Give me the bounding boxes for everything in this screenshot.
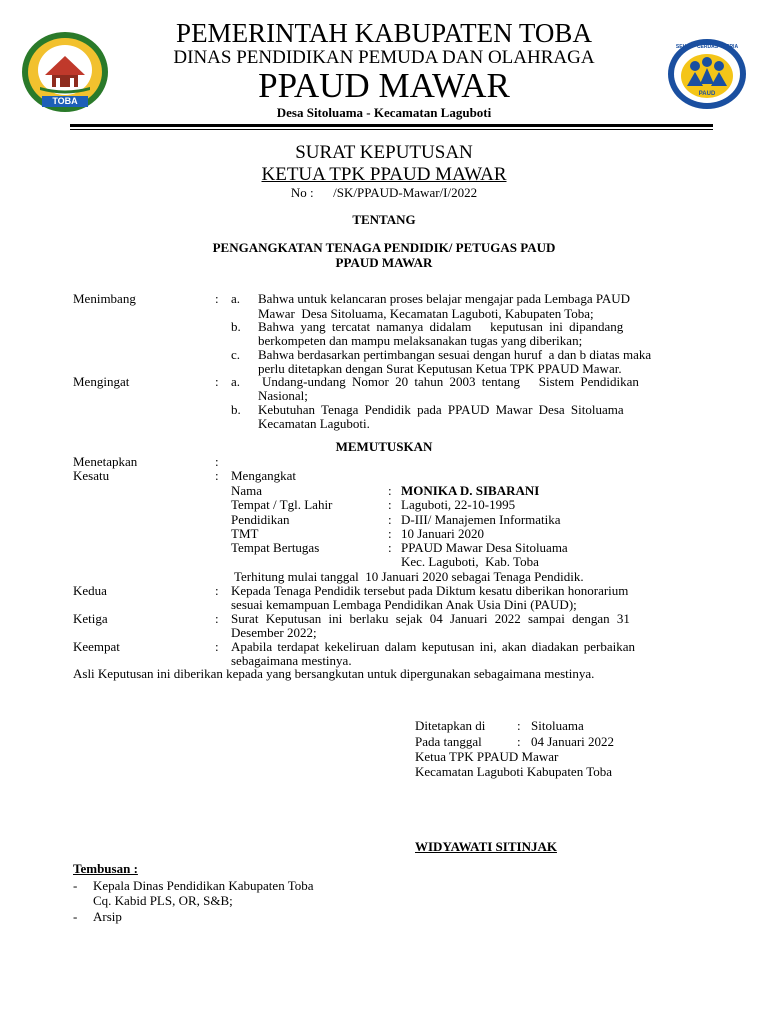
- field-value-address-2: Kec. Laguboti, Kab. Toba: [401, 554, 539, 569]
- kesatu-label: Kesatu: [73, 468, 110, 483]
- mengingat-a-line-1: Undang-undang Nomor 20 tahun 2003 tentang Sistem Pendidikan: [262, 374, 639, 389]
- header-government: PEMERINTAH KABUPATEN TOBA: [176, 18, 592, 48]
- document-title: SURAT KEPUTUSAN: [295, 142, 473, 163]
- menimbang-b-line-1: Bahwa yang tercatat namanya didalam keputusan ini dipandang: [258, 319, 624, 334]
- field-colon-nama: :: [388, 483, 392, 498]
- field-value-pendidikan: D-III/ Manajemen Informatika: [401, 512, 561, 527]
- ketiga-line-1: Surat Keputusan ini berlaku sejak 04 Januari 2022 sampai dengan 31: [231, 611, 630, 626]
- tembusan-title: Tembusan :: [73, 861, 138, 876]
- toba-logo-text: TOBA: [52, 96, 78, 106]
- menimbang-mark-c: c.: [231, 347, 241, 362]
- field-label-tmt: TMT: [231, 526, 259, 541]
- signer-role-2: Kecamatan Laguboti Kabupaten Toba: [415, 764, 613, 779]
- keempat-line-2: sebagaimana mestinya.: [231, 653, 352, 668]
- menetapkan-label: Menetapkan: [73, 454, 138, 469]
- ketiga-colon: :: [215, 611, 219, 626]
- field-colon-tmt: :: [388, 526, 392, 541]
- tentang-heading: TENTANG: [352, 212, 416, 227]
- mengingat-b-line-1: Kebutuhan Tenaga Pendidik pada PPAUD Mawar Desa Sitoluama: [258, 402, 624, 417]
- menimbang-colon: :: [215, 291, 219, 306]
- menimbang-c-line-2: perlu ditetapkan dengan Surat Keputusan Ketua TPK PPAUD Mawar.: [258, 361, 622, 376]
- ditetapkan-colon: :: [517, 718, 521, 733]
- tembusan-dash-2: -: [73, 909, 78, 924]
- menimbang-mark-a: a.: [231, 291, 241, 306]
- menimbang-a-line-2: Mawar Desa Sitoluama, Kecamatan Laguboti, Kabupaten Toba;: [258, 306, 594, 321]
- memutuskan-heading: MEMUTUSKAN: [335, 439, 433, 454]
- tanggal-colon: :: [517, 734, 521, 749]
- document-number: No : /SK/PPAUD-Mawar/I/2022: [290, 185, 478, 200]
- mengingat-colon: :: [215, 374, 219, 389]
- field-value-tmt: 10 Januari 2020: [401, 526, 485, 541]
- mengingat-b-line-2: Kecamatan Laguboti.: [258, 416, 370, 431]
- subject-line-2: PPAUD MAWAR: [335, 255, 433, 270]
- signer-name: WIDYAWATI SITINJAK: [415, 839, 557, 854]
- kedua-line-2: sesuai kemampuan Lembaga Pendidikan Anak Usia Dini (PAUD);: [231, 597, 577, 612]
- ditetapkan-value: Sitoluama: [531, 718, 584, 733]
- keempat-label: Keempat: [73, 639, 120, 654]
- kesatu-intro: Mengangkat: [231, 468, 296, 483]
- tembusan-item-1-line-2: Cq. Kabid PLS, OR, S&B;: [93, 893, 233, 908]
- ketiga-label: Ketiga: [73, 611, 108, 626]
- header-institution: PPAUD MAWAR: [258, 66, 510, 105]
- menetapkan-colon: :: [215, 454, 219, 469]
- kedua-colon: :: [215, 583, 219, 598]
- header-department: DINAS PENDIDIKAN PEMUDA DAN OLAHRAGA: [173, 47, 595, 68]
- menimbang-c-line-1: Bahwa berdasarkan pertimbangan sesuai dengan huruf a dan b diatas maka: [258, 347, 652, 362]
- mengingat-mark-a: a.: [231, 374, 241, 389]
- ketiga-line-2: Desember 2022;: [231, 625, 317, 640]
- kedua-line-1: Kepada Tenaga Pendidik tersebut pada Diktum kesatu diberikan honorarium: [231, 583, 629, 598]
- field-label-pendidikan: Pendidikan: [231, 512, 290, 527]
- ditetapkan-label: Ditetapkan di: [415, 718, 486, 733]
- tanggal-value: 04 Januari 2022: [531, 734, 615, 749]
- signer-role-1: Ketua TPK PPAUD Mawar: [415, 749, 559, 764]
- field-value-nama: MONIKA D. SIBARANI: [401, 483, 540, 498]
- menimbang-a-line-1: Bahwa untuk kelancaran proses belajar mengajar pada Lembaga PAUD: [258, 291, 631, 306]
- tembusan-dash-1: -: [73, 878, 78, 893]
- menimbang-b-line-2: berkompeten dan mampu melaksanakan tugas yang diberikan;: [258, 333, 583, 348]
- mengingat-label: Mengingat: [73, 374, 130, 389]
- header-rule-thick: [70, 124, 713, 127]
- keempat-line-1: Apabila terdapat kekeliruan dalam keputusan ini, akan diadakan perbaikan: [231, 639, 636, 654]
- kesatu-colon: :: [215, 468, 219, 483]
- field-label-ttl: Tempat / Tgl. Lahir: [231, 497, 333, 512]
- terhitung-text: Terhitung mulai tanggal 10 Januari 2020 sebagai Tenaga Pendidik.: [234, 569, 584, 584]
- paud-logo-text: PAUD: [698, 91, 716, 97]
- subject-line-1: PENGANGKATAN TENAGA PENDIDIK/ PETUGAS PAUD: [212, 240, 556, 255]
- paud-logo-motto: SEHAT · CERDAS · CERIA: [675, 44, 739, 50]
- field-value-tempat: PPAUD Mawar Desa Sitoluama: [401, 540, 568, 555]
- field-label-tempat: Tempat Bertugas: [231, 540, 320, 555]
- keempat-colon: :: [215, 639, 219, 654]
- tembusan-item-2: Arsip: [93, 909, 122, 924]
- header-address: Desa Sitoluama - Kecamatan Laguboti: [276, 105, 492, 120]
- kedua-label: Kedua: [73, 583, 107, 598]
- header-rule-thin: [70, 129, 713, 130]
- tembusan-item-1: Kepala Dinas Pendidikan Kabupaten Toba: [93, 878, 314, 893]
- tanggal-label: Pada tanggal: [415, 734, 482, 749]
- field-colon-ttl: :: [388, 497, 392, 512]
- closing-statement: Asli Keputusan ini diberikan kepada yang bersangkutan untuk dipergunakan sebagaimana mestinya.: [73, 666, 595, 681]
- menimbang-label: Menimbang: [73, 291, 136, 306]
- document-subtitle: KETUA TPK PPAUD MAWAR: [261, 164, 507, 185]
- field-colon-pendidikan: :: [388, 512, 392, 527]
- mengingat-mark-b: b.: [231, 402, 241, 417]
- field-value-ttl: Laguboti, 22-10-1995: [401, 497, 516, 512]
- mengingat-a-line-2: Nasional;: [258, 388, 308, 403]
- field-colon-tempat: :: [388, 540, 392, 555]
- menimbang-mark-b: b.: [231, 319, 241, 334]
- field-label-nama: Nama: [231, 483, 263, 498]
